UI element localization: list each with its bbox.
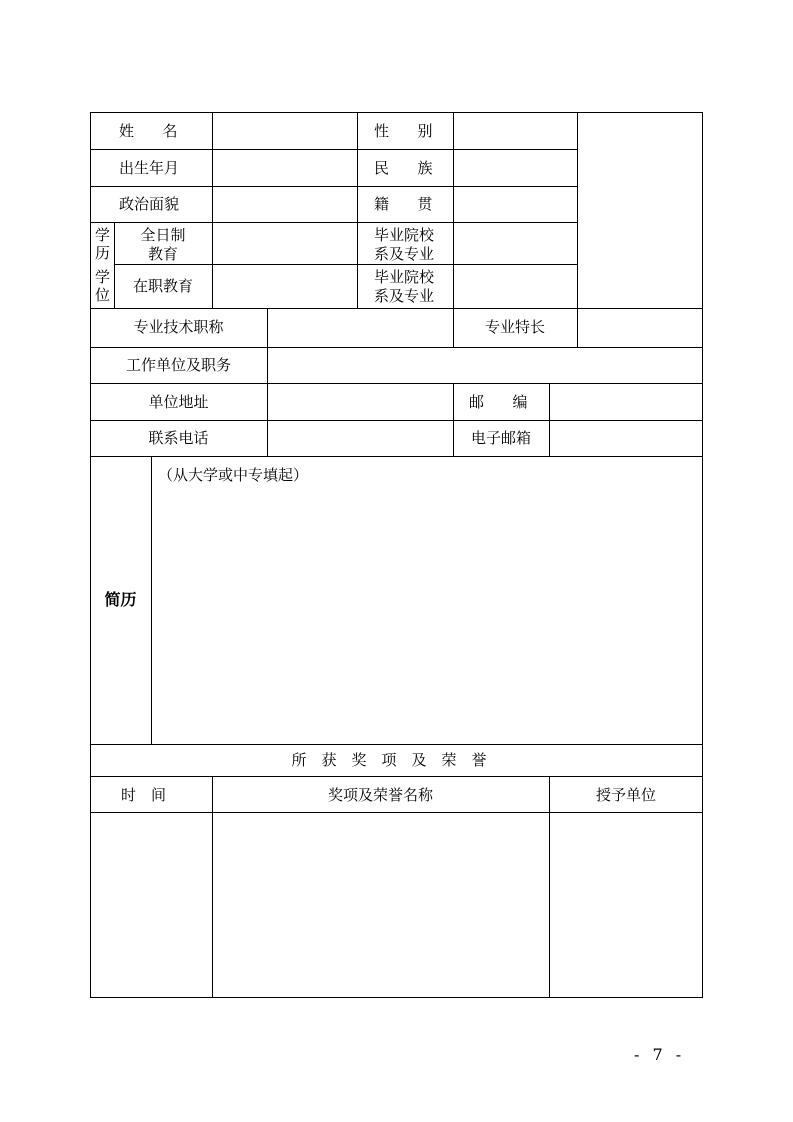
row-divider — [90, 776, 703, 777]
title-field[interactable] — [268, 309, 453, 347]
education-group-label-2: 学位 — [95, 268, 111, 304]
honors-section-title: 所获奖项及荣誉 — [291, 751, 502, 769]
phone-label: 联系电话 — [148, 429, 209, 447]
parttime-education-field[interactable] — [213, 265, 357, 308]
birth-label: 出生年月 — [119, 159, 180, 177]
school-label-2: 系及专业 — [374, 245, 435, 263]
ethnic-label: 民族 — [374, 159, 462, 177]
fulltime-school-field[interactable] — [454, 223, 577, 264]
title-label: 专业技术职称 — [133, 318, 224, 336]
ethnic-field[interactable] — [454, 150, 577, 186]
resume-label: 简历 — [104, 590, 137, 609]
row-divider — [90, 744, 703, 745]
postcode-field[interactable] — [550, 384, 702, 420]
postcode-label: 邮编 — [469, 393, 557, 411]
honor-org-header: 授予单位 — [595, 786, 656, 804]
email-label: 电子邮箱 — [470, 429, 531, 447]
address-field[interactable] — [268, 384, 453, 420]
fulltime-label-2: 教育 — [147, 245, 178, 263]
row-divider — [90, 456, 703, 457]
parttime-label: 在职教育 — [132, 277, 193, 295]
school-label-1: 毕业院校 — [374, 226, 435, 244]
address-label: 单位地址 — [148, 393, 209, 411]
work-field[interactable] — [268, 348, 702, 383]
phone-field[interactable] — [268, 421, 453, 456]
specialty-label: 专业特长 — [484, 318, 545, 336]
origin-field[interactable] — [454, 187, 577, 222]
email-field[interactable] — [550, 421, 702, 456]
school-label-2: 系及专业 — [374, 287, 435, 305]
specialty-field[interactable] — [578, 309, 702, 347]
work-label: 工作单位及职务 — [125, 356, 231, 374]
honor-time-field[interactable] — [91, 813, 212, 997]
politics-label: 政治面貌 — [119, 195, 180, 213]
honor-org-field[interactable] — [550, 813, 702, 997]
name-field[interactable] — [213, 113, 357, 149]
honor-name-header: 奖项及荣誉名称 — [327, 786, 433, 804]
resume-hint: （从大学或中专填起） — [158, 466, 309, 484]
gender-field[interactable] — [454, 113, 577, 149]
parttime-school-field[interactable] — [454, 265, 577, 308]
honor-name-field[interactable] — [213, 813, 549, 997]
resume-field[interactable] — [152, 490, 702, 744]
politics-field[interactable] — [213, 187, 357, 222]
origin-label: 籍贯 — [374, 195, 462, 213]
page-number: - 7 - — [634, 1045, 686, 1064]
school-label-1: 毕业院校 — [374, 268, 435, 286]
col-divider — [357, 112, 358, 308]
honor-time-header: 时间 — [120, 786, 181, 804]
fulltime-education-field[interactable] — [213, 223, 357, 264]
name-label: 姓名 — [119, 122, 207, 140]
education-group-label-1: 学历 — [95, 226, 111, 262]
gender-label: 性别 — [374, 122, 462, 140]
birth-field[interactable] — [213, 150, 357, 186]
fulltime-label-1: 全日制 — [140, 226, 186, 244]
